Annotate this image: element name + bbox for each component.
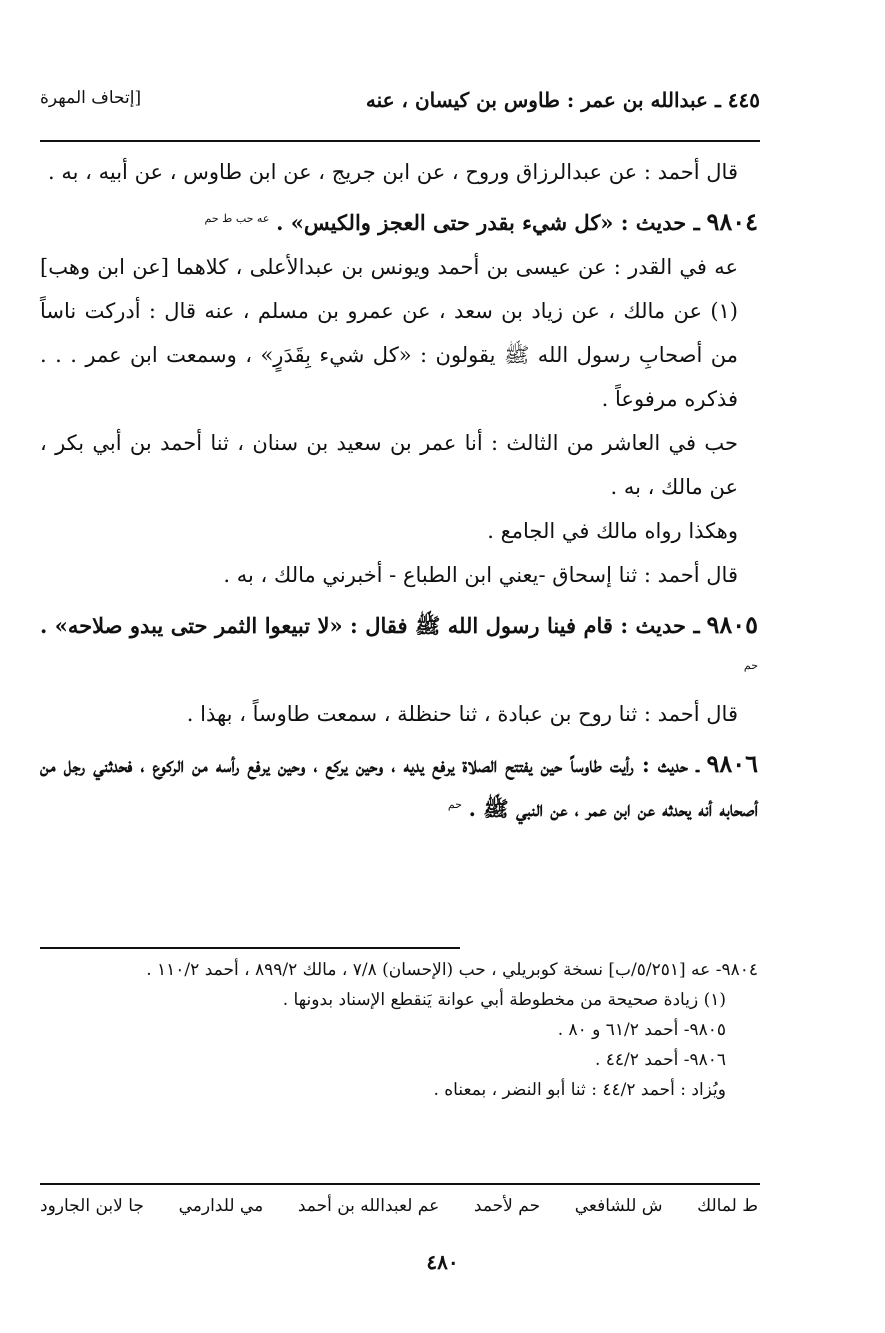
hadith-9804-chain-2: حب في العاشر من الثالث : أنا عمر بن سعيد بن سنان ، ثنا أحمد بن أبي بكر ، عن مالك ، به . <box>40 431 738 499</box>
main-text <box>40 150 758 831</box>
footnotes <box>40 955 758 1105</box>
source-symbols: حم <box>743 659 758 672</box>
hadith-9804-chain-1: عه في القدر : عن عيسى بن أحمد ويونس بن عبدالأعلى ، كلاهما [عن ابن وهب](١) عن مالك ، عن زياد بن سعد ، عن عمرو بن مسلم ، عنه قال : أدركت ناساً من أصحابِ رسول الله ﷺ يقولون : «كل شيء بِقَدَرٍ» ، وسمعت ابن عمر . . . فذكره مرفوعاً . <box>40 255 738 411</box>
footnote-9804: ٩٨٠٤- عه [٥/٢٥١/ب] نسخة كوبريلي ، حب (الإحسان) ٧/٨ ، مالك ٨٩٩/٢ ، أحمد ١١٠/٢ . <box>146 960 758 980</box>
page-number: ٤٨٠ <box>426 1250 459 1274</box>
footnote-rule <box>40 947 460 949</box>
hadith-title: ـ حديث : «كل شيء بقدر حتى العجز والكيس» . <box>276 210 700 235</box>
footnote-1: (١) زيادة صحيحة من مخطوطة أبي عوانة يَنقطع الإسناد بدونها . <box>282 990 726 1010</box>
hadith-9804-heading <box>40 200 758 245</box>
hadith-9804-chain-3: قال أحمد : ثنا إسحاق -يعني ابن الطباع - أخبرني مالك ، به . <box>223 563 738 587</box>
legend-item: مي للدارمي <box>178 1196 264 1216</box>
footnote-addition: ويُزاد : أحمد ٤٤/٢ : ثنا أبو النضر ، بمعناه . <box>433 1080 726 1100</box>
symbol-legend <box>40 1196 758 1216</box>
hadith-title: ـ حديث : رأيت طاوساً حين يفتتح الصلاة يرفع يديه ، وحين يركع ، وحين يرفع رأسه من الركوع ، فحدثني رجل من أصحابه أنه يحدثه عن ابن عمر ، عن النبي ﷺ . <box>40 752 758 821</box>
hadith-9804-note: وهكذا رواه مالك في الجامع . <box>487 519 738 543</box>
hadith-9806-heading <box>40 742 758 831</box>
hadith-number: ٩٨٠٦ <box>706 749 758 778</box>
source-symbols: حم <box>447 798 462 811</box>
legend-item: ط لمالك <box>697 1196 758 1216</box>
legend-item: جا لابن الجارود <box>40 1196 144 1216</box>
chapter-title: ٤٤٥ ـ عبدالله بن عمر : طاوس بن كيسان ، عنه <box>365 88 760 112</box>
hadith-title: ـ حديث : قام فينا رسول الله ﷺ فقال : «لا تبيعوا الثمر حتى يبدو صلاحه» . <box>40 613 700 638</box>
footnote-9805: ٩٨٠٥- أحمد ٦١/٢ و ٨٠ . <box>557 1020 726 1040</box>
hadith-number: ٩٨٠٥ <box>706 610 758 639</box>
intro-line: قال أحمد : عن عبدالرزاق وروح ، عن ابن جريج ، عن ابن طاوس ، عن أبيه ، به . <box>48 160 738 184</box>
legend-item: عم لعبدالله بن أحمد <box>297 1196 440 1216</box>
hadith-number: ٩٨٠٤ <box>706 207 758 236</box>
running-header <box>40 88 760 128</box>
hadith-9805-chain: قال أحمد : ثنا روح بن عبادة ، ثنا حنظلة ، سمعت طاوساً ، بهذا . <box>186 702 738 726</box>
footnote-9806: ٩٨٠٦- أحمد ٤٤/٢ . <box>594 1050 726 1070</box>
source-symbols: عه حب ط حم <box>204 212 270 225</box>
legend-rule <box>40 1183 760 1185</box>
legend-item: حم لأحمد <box>473 1196 541 1216</box>
book-title: [إتحاف المهرة <box>40 88 142 108</box>
header-rule <box>40 140 760 142</box>
legend-item: ش للشافعي <box>574 1196 663 1216</box>
hadith-9805-heading <box>40 603 758 692</box>
